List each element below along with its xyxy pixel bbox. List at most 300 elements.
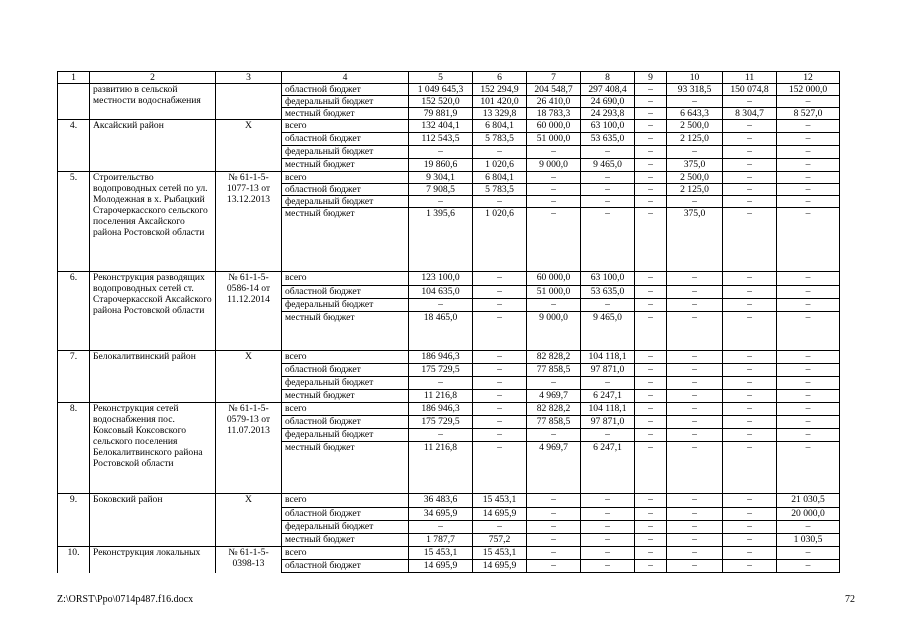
- amount-cell: –: [723, 560, 777, 573]
- amount-cell: 53 635,0: [581, 133, 635, 146]
- amount-cell: –: [667, 196, 723, 208]
- amount-cell: 60 000,0: [527, 272, 581, 286]
- amount-cell: 15 453,1: [473, 494, 527, 508]
- amount-cell: –: [581, 429, 635, 442]
- amount-cell: –: [667, 534, 723, 547]
- budget-source: местный бюджет: [282, 534, 409, 547]
- budget-source: всего: [282, 403, 409, 416]
- column-header: 11: [723, 72, 777, 84]
- budget-table: [57, 71, 840, 573]
- amount-cell: –: [581, 560, 635, 573]
- amount-cell: –: [723, 196, 777, 208]
- amount-cell: –: [473, 416, 527, 429]
- amount-cell: 97 871,0: [581, 364, 635, 377]
- item-name: Реконструкция локальных: [90, 547, 216, 573]
- item-document: № 61-1-5-0586-14 от 11.12.2014: [216, 272, 282, 351]
- amount-cell: 104 118,1: [581, 403, 635, 416]
- column-header: 10: [667, 72, 723, 84]
- amount-cell: 5 783,5: [473, 184, 527, 196]
- amount-cell: –: [473, 196, 527, 208]
- column-header: 5: [409, 72, 473, 84]
- amount-cell: 757,2: [473, 534, 527, 547]
- amount-cell: 4 969,7: [527, 390, 581, 403]
- budget-source: федеральный бюджет: [282, 429, 409, 442]
- amount-cell: –: [723, 96, 777, 108]
- amount-cell: –: [667, 508, 723, 521]
- budget-source: федеральный бюджет: [282, 96, 409, 108]
- amount-cell: 1 020,6: [473, 208, 527, 272]
- amount-cell: –: [777, 184, 840, 196]
- item-document: [216, 84, 282, 120]
- amount-cell: 6 247,1: [581, 442, 635, 494]
- amount-cell: –: [777, 390, 840, 403]
- amount-cell: –: [777, 96, 840, 108]
- amount-cell: –: [473, 351, 527, 364]
- amount-cell: –: [473, 390, 527, 403]
- budget-source: областной бюджет: [282, 416, 409, 429]
- amount-cell: –: [527, 494, 581, 508]
- amount-cell: –: [527, 172, 581, 184]
- amount-cell: –: [635, 159, 667, 172]
- amount-cell: –: [777, 364, 840, 377]
- amount-cell: 9 465,0: [581, 159, 635, 172]
- amount-cell: 21 030,5: [777, 494, 840, 508]
- amount-cell: –: [723, 299, 777, 312]
- amount-cell: 14 695,9: [473, 560, 527, 573]
- amount-cell: –: [635, 416, 667, 429]
- amount-cell: 9 465,0: [581, 312, 635, 351]
- amount-cell: –: [667, 494, 723, 508]
- amount-cell: –: [667, 547, 723, 560]
- table-row: [58, 547, 840, 560]
- amount-cell: –: [723, 429, 777, 442]
- table-row: [58, 272, 840, 286]
- amount-cell: –: [777, 286, 840, 299]
- table-row: [58, 403, 840, 416]
- amount-cell: 175 729,5: [409, 416, 473, 429]
- budget-source: областной бюджет: [282, 133, 409, 146]
- amount-cell: –: [667, 521, 723, 534]
- amount-cell: –: [635, 272, 667, 286]
- amount-cell: –: [581, 184, 635, 196]
- amount-cell: –: [723, 494, 777, 508]
- amount-cell: –: [667, 390, 723, 403]
- budget-source: федеральный бюджет: [282, 146, 409, 159]
- amount-cell: –: [723, 547, 777, 560]
- amount-cell: 15 453,1: [473, 547, 527, 560]
- amount-cell: –: [581, 534, 635, 547]
- budget-source: всего: [282, 494, 409, 508]
- budget-source: всего: [282, 172, 409, 184]
- budget-source: областной бюджет: [282, 508, 409, 521]
- amount-cell: 77 858,5: [527, 416, 581, 429]
- amount-cell: –: [635, 146, 667, 159]
- amount-cell: 14 695,9: [473, 508, 527, 521]
- amount-cell: –: [777, 159, 840, 172]
- item-number: 8.: [58, 403, 90, 494]
- amount-cell: –: [581, 508, 635, 521]
- amount-cell: 15 453,1: [409, 547, 473, 560]
- amount-cell: –: [635, 364, 667, 377]
- amount-cell: –: [581, 547, 635, 560]
- amount-cell: –: [777, 196, 840, 208]
- budget-source: областной бюджет: [282, 286, 409, 299]
- amount-cell: –: [667, 377, 723, 390]
- amount-cell: –: [723, 133, 777, 146]
- table-row: [58, 84, 840, 96]
- amount-cell: –: [527, 184, 581, 196]
- budget-source: федеральный бюджет: [282, 377, 409, 390]
- item-number: [58, 84, 90, 120]
- amount-cell: –: [777, 377, 840, 390]
- item-name: Строительство водопроводных сетей по ул. Молодежная в х. Рыбацкий Старочеркасского сельского поселения Аксайского района Ростовской области: [90, 172, 216, 272]
- amount-cell: 60 000,0: [527, 120, 581, 133]
- amount-cell: –: [409, 196, 473, 208]
- amount-cell: –: [723, 403, 777, 416]
- amount-cell: –: [473, 286, 527, 299]
- amount-cell: 19 860,6: [409, 159, 473, 172]
- amount-cell: –: [473, 146, 527, 159]
- amount-cell: –: [723, 172, 777, 184]
- amount-cell: –: [635, 547, 667, 560]
- amount-cell: –: [635, 108, 667, 120]
- amount-cell: –: [581, 196, 635, 208]
- amount-cell: 11 216,8: [409, 390, 473, 403]
- amount-cell: 82 828,2: [527, 403, 581, 416]
- amount-cell: –: [635, 508, 667, 521]
- amount-cell: –: [777, 208, 840, 272]
- amount-cell: –: [473, 312, 527, 351]
- amount-cell: –: [723, 534, 777, 547]
- item-name: Реконструкция разводящих водопроводных сетей ст. Старочеркасской Аксайского района Ростовской области: [90, 272, 216, 351]
- amount-cell: –: [635, 299, 667, 312]
- amount-cell: –: [527, 521, 581, 534]
- amount-cell: –: [777, 146, 840, 159]
- amount-cell: –: [635, 442, 667, 494]
- table-body: [58, 72, 840, 573]
- amount-cell: –: [635, 534, 667, 547]
- amount-cell: –: [473, 377, 527, 390]
- amount-cell: 5 783,5: [473, 133, 527, 146]
- amount-cell: –: [667, 96, 723, 108]
- amount-cell: 152 000,0: [777, 84, 840, 96]
- amount-cell: 77 858,5: [527, 364, 581, 377]
- amount-cell: 150 074,8: [723, 84, 777, 96]
- amount-cell: –: [635, 377, 667, 390]
- item-number: 9.: [58, 494, 90, 547]
- amount-cell: –: [473, 442, 527, 494]
- item-number: 5.: [58, 172, 90, 272]
- amount-cell: 4 969,7: [527, 442, 581, 494]
- amount-cell: 24 690,0: [581, 96, 635, 108]
- budget-source: местный бюджет: [282, 159, 409, 172]
- amount-cell: 11 216,8: [409, 442, 473, 494]
- amount-cell: 18 465,0: [409, 312, 473, 351]
- amount-cell: –: [777, 560, 840, 573]
- amount-cell: –: [667, 403, 723, 416]
- amount-cell: –: [723, 272, 777, 286]
- amount-cell: –: [723, 390, 777, 403]
- amount-cell: 1 049 645,3: [409, 84, 473, 96]
- amount-cell: –: [635, 286, 667, 299]
- amount-cell: 7 908,5: [409, 184, 473, 196]
- amount-cell: 204 548,7: [527, 84, 581, 96]
- amount-cell: 112 543,5: [409, 133, 473, 146]
- amount-cell: 6 804,1: [473, 172, 527, 184]
- amount-cell: 2 500,0: [667, 120, 723, 133]
- amount-cell: 51 000,0: [527, 286, 581, 299]
- amount-cell: –: [409, 377, 473, 390]
- amount-cell: –: [777, 172, 840, 184]
- item-name: Аксайский район: [90, 120, 216, 172]
- item-document: Х: [216, 351, 282, 403]
- budget-source: местный бюджет: [282, 108, 409, 120]
- amount-cell: –: [473, 429, 527, 442]
- item-document: Х: [216, 494, 282, 547]
- budget-source: областной бюджет: [282, 364, 409, 377]
- amount-cell: 82 828,2: [527, 351, 581, 364]
- amount-cell: 2 125,0: [667, 133, 723, 146]
- amount-cell: –: [777, 429, 840, 442]
- amount-cell: 1 020,6: [473, 159, 527, 172]
- amount-cell: –: [777, 120, 840, 133]
- amount-cell: 51 000,0: [527, 133, 581, 146]
- item-document: № 61-1-5-0579-13 от 11.07.2013: [216, 403, 282, 494]
- amount-cell: 101 420,0: [473, 96, 527, 108]
- amount-cell: –: [527, 377, 581, 390]
- page-number: 72: [845, 594, 855, 605]
- amount-cell: 104 635,0: [409, 286, 473, 299]
- amount-cell: –: [777, 272, 840, 286]
- budget-source: местный бюджет: [282, 208, 409, 272]
- amount-cell: 20 000,0: [777, 508, 840, 521]
- budget-source: областной бюджет: [282, 84, 409, 96]
- amount-cell: 152 520,0: [409, 96, 473, 108]
- amount-cell: 8 304,7: [723, 108, 777, 120]
- amount-cell: –: [777, 351, 840, 364]
- amount-cell: –: [723, 377, 777, 390]
- amount-cell: –: [723, 442, 777, 494]
- amount-cell: –: [635, 133, 667, 146]
- amount-cell: 26 410,0: [527, 96, 581, 108]
- amount-cell: 186 946,3: [409, 351, 473, 364]
- item-document: Х: [216, 120, 282, 172]
- amount-cell: –: [635, 521, 667, 534]
- amount-cell: –: [473, 272, 527, 286]
- column-header: 9: [635, 72, 667, 84]
- amount-cell: 375,0: [667, 208, 723, 272]
- amount-cell: 6 804,1: [473, 120, 527, 133]
- amount-cell: –: [777, 403, 840, 416]
- amount-cell: –: [667, 442, 723, 494]
- budget-source: местный бюджет: [282, 442, 409, 494]
- amount-cell: –: [777, 521, 840, 534]
- amount-cell: –: [527, 534, 581, 547]
- budget-source: всего: [282, 120, 409, 133]
- amount-cell: 123 100,0: [409, 272, 473, 286]
- amount-cell: –: [581, 146, 635, 159]
- column-header: 1: [58, 72, 90, 84]
- budget-source: всего: [282, 547, 409, 560]
- amount-cell: 34 695,9: [409, 508, 473, 521]
- item-number: 4.: [58, 120, 90, 172]
- amount-cell: –: [527, 146, 581, 159]
- column-header: 6: [473, 72, 527, 84]
- amount-cell: 79 881,9: [409, 108, 473, 120]
- amount-cell: –: [777, 547, 840, 560]
- column-header: 8: [581, 72, 635, 84]
- amount-cell: –: [581, 377, 635, 390]
- amount-cell: 9 304,1: [409, 172, 473, 184]
- amount-cell: –: [667, 364, 723, 377]
- amount-cell: –: [527, 547, 581, 560]
- column-header: 2: [90, 72, 216, 84]
- footer-file-path: Z:\ORST\Ppo\0714p487.f16.docx: [57, 594, 194, 605]
- amount-cell: –: [635, 351, 667, 364]
- amount-cell: 186 946,3: [409, 403, 473, 416]
- amount-cell: 9 000,0: [527, 312, 581, 351]
- amount-cell: 1 787,7: [409, 534, 473, 547]
- amount-cell: –: [527, 560, 581, 573]
- amount-cell: –: [777, 416, 840, 429]
- amount-cell: 63 100,0: [581, 272, 635, 286]
- amount-cell: –: [527, 299, 581, 312]
- item-name: Боковский район: [90, 494, 216, 547]
- item-name: Реконструкция сетей водоснабжения пос. Коксовый Коксовского сельского поселения Белокалитвинского района Ростовской области: [90, 403, 216, 494]
- amount-cell: –: [723, 351, 777, 364]
- amount-cell: –: [581, 299, 635, 312]
- amount-cell: –: [667, 272, 723, 286]
- amount-cell: –: [635, 390, 667, 403]
- amount-cell: 375,0: [667, 159, 723, 172]
- amount-cell: –: [635, 172, 667, 184]
- budget-source: местный бюджет: [282, 390, 409, 403]
- amount-cell: –: [635, 196, 667, 208]
- amount-cell: 6 247,1: [581, 390, 635, 403]
- amount-cell: 104 118,1: [581, 351, 635, 364]
- amount-cell: –: [635, 312, 667, 351]
- amount-cell: –: [667, 351, 723, 364]
- amount-cell: –: [409, 429, 473, 442]
- item-name: Белокалитвинский район: [90, 351, 216, 403]
- amount-cell: 14 695,9: [409, 560, 473, 573]
- amount-cell: –: [723, 208, 777, 272]
- amount-cell: 297 408,4: [581, 84, 635, 96]
- amount-cell: 1 395,6: [409, 208, 473, 272]
- amount-cell: –: [723, 120, 777, 133]
- column-header: 7: [527, 72, 581, 84]
- amount-cell: –: [409, 521, 473, 534]
- amount-cell: –: [581, 208, 635, 272]
- amount-cell: 36 483,6: [409, 494, 473, 508]
- amount-cell: –: [581, 172, 635, 184]
- amount-cell: –: [667, 146, 723, 159]
- budget-source: федеральный бюджет: [282, 299, 409, 312]
- amount-cell: –: [667, 416, 723, 429]
- amount-cell: 93 318,5: [667, 84, 723, 96]
- amount-cell: –: [723, 416, 777, 429]
- amount-cell: –: [777, 312, 840, 351]
- amount-cell: 2 125,0: [667, 184, 723, 196]
- column-header: 3: [216, 72, 282, 84]
- budget-source: всего: [282, 272, 409, 286]
- amount-cell: –: [527, 208, 581, 272]
- amount-cell: –: [635, 96, 667, 108]
- amount-cell: –: [635, 184, 667, 196]
- amount-cell: –: [473, 521, 527, 534]
- amount-cell: –: [635, 560, 667, 573]
- amount-cell: –: [723, 508, 777, 521]
- amount-cell: –: [723, 146, 777, 159]
- budget-source: местный бюджет: [282, 312, 409, 351]
- amount-cell: –: [777, 133, 840, 146]
- amount-cell: 1 030,5: [777, 534, 840, 547]
- amount-cell: –: [581, 494, 635, 508]
- amount-cell: 9 000,0: [527, 159, 581, 172]
- amount-cell: –: [723, 159, 777, 172]
- amount-cell: 8 527,0: [777, 108, 840, 120]
- amount-cell: –: [473, 299, 527, 312]
- column-header: 12: [777, 72, 840, 84]
- amount-cell: –: [723, 521, 777, 534]
- amount-cell: –: [527, 196, 581, 208]
- amount-cell: –: [473, 364, 527, 377]
- amount-cell: –: [667, 560, 723, 573]
- budget-source: областной бюджет: [282, 560, 409, 573]
- budget-source: федеральный бюджет: [282, 521, 409, 534]
- item-number: 10.: [58, 547, 90, 573]
- amount-cell: 97 871,0: [581, 416, 635, 429]
- amount-cell: 152 294,9: [473, 84, 527, 96]
- amount-cell: –: [723, 286, 777, 299]
- table-row: [58, 351, 840, 364]
- amount-cell: –: [777, 299, 840, 312]
- budget-source: федеральный бюджет: [282, 196, 409, 208]
- item-name: развитию в сельской местности водоснабжения: [90, 84, 216, 120]
- amount-cell: –: [635, 84, 667, 96]
- amount-cell: –: [527, 429, 581, 442]
- item-number: 7.: [58, 351, 90, 403]
- amount-cell: –: [667, 312, 723, 351]
- amount-cell: –: [635, 403, 667, 416]
- amount-cell: –: [635, 429, 667, 442]
- amount-cell: –: [409, 146, 473, 159]
- amount-cell: 13 329,8: [473, 108, 527, 120]
- item-document: № 61-1-5-0398-13: [216, 547, 282, 573]
- table-row: [58, 120, 840, 133]
- amount-cell: –: [635, 208, 667, 272]
- amount-cell: –: [667, 299, 723, 312]
- column-header: 4: [282, 72, 409, 84]
- amount-cell: –: [409, 299, 473, 312]
- amount-cell: –: [635, 494, 667, 508]
- amount-cell: –: [777, 442, 840, 494]
- amount-cell: 6 643,3: [667, 108, 723, 120]
- amount-cell: 24 293,8: [581, 108, 635, 120]
- table-row: [58, 494, 840, 508]
- header-row: [58, 72, 840, 84]
- amount-cell: –: [473, 403, 527, 416]
- amount-cell: –: [723, 364, 777, 377]
- amount-cell: 2 500,0: [667, 172, 723, 184]
- amount-cell: –: [581, 521, 635, 534]
- amount-cell: 18 783,3: [527, 108, 581, 120]
- amount-cell: –: [667, 286, 723, 299]
- amount-cell: –: [667, 429, 723, 442]
- amount-cell: 132 404,1: [409, 120, 473, 133]
- amount-cell: –: [527, 508, 581, 521]
- amount-cell: –: [723, 312, 777, 351]
